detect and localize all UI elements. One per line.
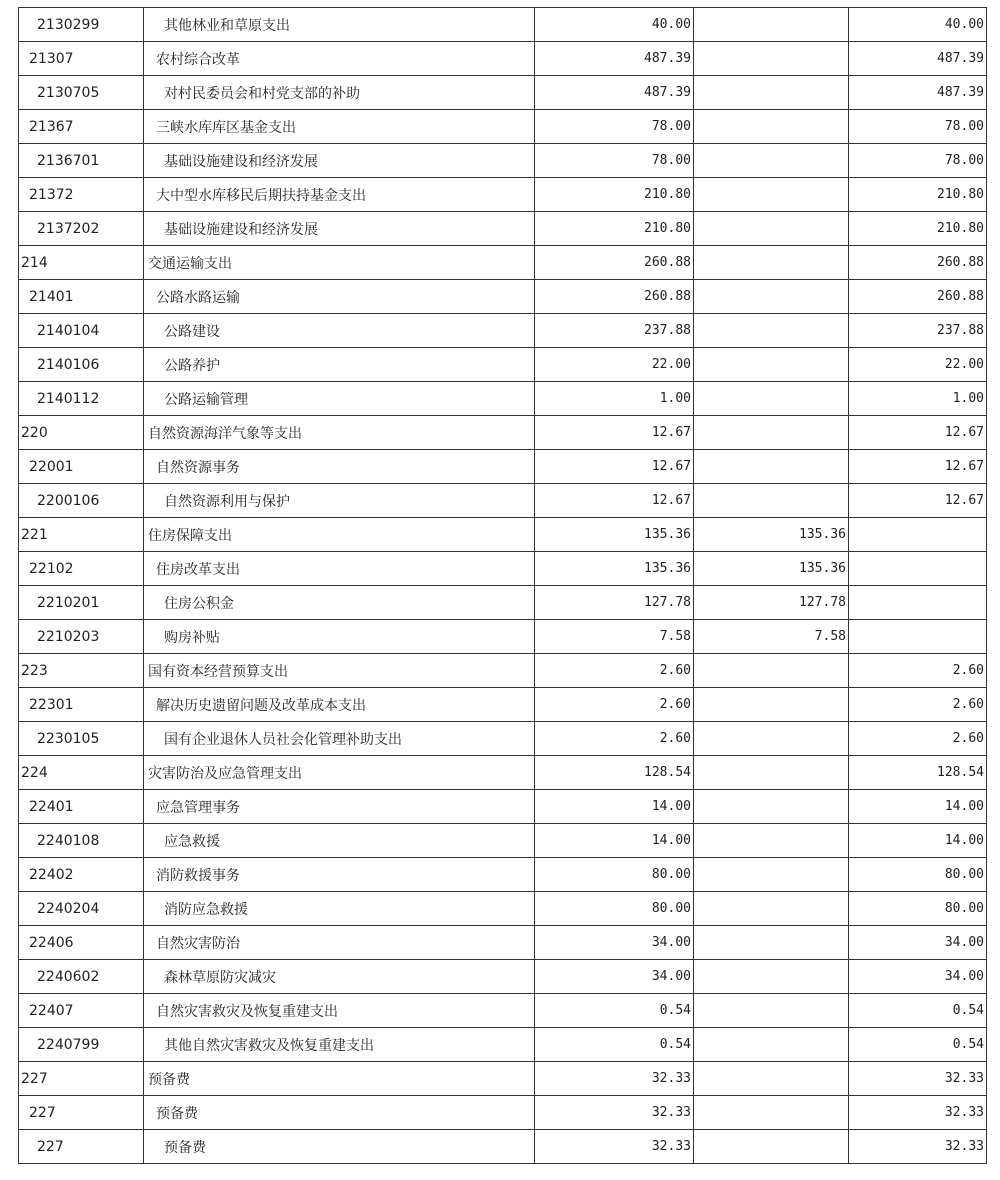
cell-basic-expenditure	[694, 382, 849, 416]
cell-total: 2.60	[535, 688, 694, 722]
cell-subject-name: 自然灾害防治	[144, 926, 535, 960]
cell-subject-code: 2210203	[19, 620, 144, 654]
cell-basic-expenditure	[694, 1096, 849, 1130]
cell-total: 22.00	[535, 348, 694, 382]
cell-subject-name: 公路水路运输	[144, 280, 535, 314]
cell-subject-name: 灾害防治及应急管理支出	[144, 756, 535, 790]
cell-total: 12.67	[535, 450, 694, 484]
table-row	[19, 348, 987, 382]
cell-subject-code: 2140112	[19, 382, 144, 416]
table-row	[19, 824, 987, 858]
table-row	[19, 518, 987, 552]
cell-project-expenditure: 487.39	[849, 76, 987, 110]
cell-total: 32.33	[535, 1096, 694, 1130]
cell-basic-expenditure	[694, 8, 849, 42]
cell-subject-name: 住房公积金	[144, 586, 535, 620]
table-row	[19, 450, 987, 484]
table-body	[19, 8, 987, 1164]
table-row	[19, 1096, 987, 1130]
cell-basic-expenditure	[694, 858, 849, 892]
cell-subject-code: 2200106	[19, 484, 144, 518]
cell-total: 0.54	[535, 1028, 694, 1062]
cell-subject-name: 自然资源海洋气象等支出	[144, 416, 535, 450]
cell-basic-expenditure: 7.58	[694, 620, 849, 654]
cell-project-expenditure	[849, 586, 987, 620]
table-row	[19, 484, 987, 518]
cell-project-expenditure	[849, 552, 987, 586]
cell-total: 40.00	[535, 8, 694, 42]
cell-total: 0.54	[535, 994, 694, 1028]
cell-subject-name: 住房保障支出	[144, 518, 535, 552]
cell-subject-code: 223	[19, 654, 144, 688]
cell-basic-expenditure	[694, 450, 849, 484]
cell-subject-code: 22407	[19, 994, 144, 1028]
cell-subject-name: 对村民委员会和村党支部的补助	[144, 76, 535, 110]
cell-subject-name: 交通运输支出	[144, 246, 535, 280]
cell-project-expenditure: 34.00	[849, 960, 987, 994]
cell-total: 32.33	[535, 1062, 694, 1096]
cell-subject-name: 自然灾害救灾及恢复重建支出	[144, 994, 535, 1028]
table-row	[19, 654, 987, 688]
table-row	[19, 790, 987, 824]
cell-basic-expenditure	[694, 280, 849, 314]
cell-basic-expenditure	[694, 484, 849, 518]
cell-subject-name: 国有资本经营预算支出	[144, 654, 535, 688]
cell-subject-code: 22402	[19, 858, 144, 892]
table-row	[19, 42, 987, 76]
cell-subject-code: 2240204	[19, 892, 144, 926]
cell-subject-code: 22102	[19, 552, 144, 586]
cell-basic-expenditure	[694, 416, 849, 450]
cell-project-expenditure: 32.33	[849, 1130, 987, 1164]
budget-expenditure-table	[18, 7, 987, 1164]
cell-basic-expenditure	[694, 688, 849, 722]
table-row	[19, 586, 987, 620]
cell-total: 14.00	[535, 790, 694, 824]
cell-subject-code: 214	[19, 246, 144, 280]
cell-subject-code: 2140104	[19, 314, 144, 348]
cell-basic-expenditure	[694, 314, 849, 348]
cell-total: 2.60	[535, 654, 694, 688]
cell-project-expenditure: 0.54	[849, 1028, 987, 1062]
cell-subject-name: 自然资源事务	[144, 450, 535, 484]
cell-total: 135.36	[535, 552, 694, 586]
cell-project-expenditure: 78.00	[849, 144, 987, 178]
cell-total: 127.78	[535, 586, 694, 620]
cell-basic-expenditure: 135.36	[694, 518, 849, 552]
cell-subject-name: 公路养护	[144, 348, 535, 382]
cell-subject-name: 森林草原防灾减灾	[144, 960, 535, 994]
cell-project-expenditure: 260.88	[849, 246, 987, 280]
cell-basic-expenditure	[694, 246, 849, 280]
cell-project-expenditure: 40.00	[849, 8, 987, 42]
cell-total: 260.88	[535, 246, 694, 280]
cell-basic-expenditure	[694, 926, 849, 960]
cell-project-expenditure: 128.54	[849, 756, 987, 790]
cell-project-expenditure: 12.67	[849, 484, 987, 518]
table-row	[19, 1130, 987, 1164]
cell-basic-expenditure	[694, 1028, 849, 1062]
cell-total: 34.00	[535, 960, 694, 994]
table-row	[19, 314, 987, 348]
cell-total: 210.80	[535, 212, 694, 246]
cell-total: 135.36	[535, 518, 694, 552]
cell-basic-expenditure	[694, 212, 849, 246]
cell-subject-name: 购房补贴	[144, 620, 535, 654]
cell-subject-name: 消防救援事务	[144, 858, 535, 892]
cell-subject-code: 2240602	[19, 960, 144, 994]
cell-total: 2.60	[535, 722, 694, 756]
cell-basic-expenditure	[694, 892, 849, 926]
table-row	[19, 688, 987, 722]
cell-basic-expenditure	[694, 76, 849, 110]
cell-subject-code: 227	[19, 1130, 144, 1164]
cell-subject-name: 自然资源利用与保护	[144, 484, 535, 518]
cell-total: 210.80	[535, 178, 694, 212]
cell-project-expenditure: 32.33	[849, 1096, 987, 1130]
cell-subject-code: 22401	[19, 790, 144, 824]
cell-total: 128.54	[535, 756, 694, 790]
cell-project-expenditure: 2.60	[849, 722, 987, 756]
cell-project-expenditure: 78.00	[849, 110, 987, 144]
cell-project-expenditure	[849, 518, 987, 552]
cell-basic-expenditure	[694, 722, 849, 756]
cell-basic-expenditure	[694, 110, 849, 144]
table-row	[19, 382, 987, 416]
table-row	[19, 144, 987, 178]
cell-project-expenditure: 34.00	[849, 926, 987, 960]
table-row	[19, 280, 987, 314]
cell-project-expenditure: 210.80	[849, 212, 987, 246]
table-row	[19, 620, 987, 654]
cell-subject-name: 基础设施建设和经济发展	[144, 144, 535, 178]
table-row	[19, 994, 987, 1028]
cell-subject-code: 22001	[19, 450, 144, 484]
cell-total: 80.00	[535, 892, 694, 926]
cell-project-expenditure: 1.00	[849, 382, 987, 416]
cell-total: 487.39	[535, 76, 694, 110]
cell-subject-name: 三峡水库库区基金支出	[144, 110, 535, 144]
cell-project-expenditure: 2.60	[849, 688, 987, 722]
cell-total: 237.88	[535, 314, 694, 348]
cell-basic-expenditure	[694, 1130, 849, 1164]
table-row	[19, 960, 987, 994]
cell-subject-name: 住房改革支出	[144, 552, 535, 586]
table-row	[19, 926, 987, 960]
cell-project-expenditure: 2.60	[849, 654, 987, 688]
cell-basic-expenditure	[694, 994, 849, 1028]
cell-total: 80.00	[535, 858, 694, 892]
cell-subject-code: 21307	[19, 42, 144, 76]
cell-subject-name: 预备费	[144, 1096, 535, 1130]
cell-total: 487.39	[535, 42, 694, 76]
cell-subject-code: 220	[19, 416, 144, 450]
cell-total: 32.33	[535, 1130, 694, 1164]
cell-basic-expenditure	[694, 790, 849, 824]
cell-basic-expenditure	[694, 1062, 849, 1096]
cell-basic-expenditure	[694, 42, 849, 76]
table-row	[19, 416, 987, 450]
cell-total: 34.00	[535, 926, 694, 960]
cell-subject-name: 解决历史遗留问题及改革成本支出	[144, 688, 535, 722]
cell-total: 78.00	[535, 110, 694, 144]
cell-basic-expenditure	[694, 654, 849, 688]
cell-subject-code: 2130705	[19, 76, 144, 110]
table-row	[19, 178, 987, 212]
cell-subject-code: 2230105	[19, 722, 144, 756]
cell-subject-code: 227	[19, 1096, 144, 1130]
cell-total: 1.00	[535, 382, 694, 416]
cell-subject-code: 2137202	[19, 212, 144, 246]
cell-subject-name: 其他自然灾害救灾及恢复重建支出	[144, 1028, 535, 1062]
table-row	[19, 246, 987, 280]
cell-basic-expenditure: 135.36	[694, 552, 849, 586]
table-row	[19, 722, 987, 756]
cell-basic-expenditure	[694, 824, 849, 858]
cell-subject-name: 应急管理事务	[144, 790, 535, 824]
cell-subject-name: 其他林业和草原支出	[144, 8, 535, 42]
cell-basic-expenditure	[694, 144, 849, 178]
table-row	[19, 212, 987, 246]
table-row	[19, 552, 987, 586]
cell-total: 7.58	[535, 620, 694, 654]
cell-subject-code: 2240108	[19, 824, 144, 858]
cell-subject-code: 227	[19, 1062, 144, 1096]
table-row	[19, 76, 987, 110]
cell-basic-expenditure	[694, 960, 849, 994]
table-row	[19, 8, 987, 42]
cell-project-expenditure: 260.88	[849, 280, 987, 314]
cell-subject-code: 21372	[19, 178, 144, 212]
cell-subject-name: 公路运输管理	[144, 382, 535, 416]
table-row	[19, 892, 987, 926]
cell-project-expenditure: 12.67	[849, 416, 987, 450]
cell-subject-name: 基础设施建设和经济发展	[144, 212, 535, 246]
cell-subject-code: 2210201	[19, 586, 144, 620]
cell-project-expenditure	[849, 620, 987, 654]
cell-project-expenditure: 14.00	[849, 824, 987, 858]
cell-subject-name: 公路建设	[144, 314, 535, 348]
cell-basic-expenditure: 127.78	[694, 586, 849, 620]
cell-subject-code: 22301	[19, 688, 144, 722]
cell-subject-code: 2130299	[19, 8, 144, 42]
table-row	[19, 110, 987, 144]
cell-total: 78.00	[535, 144, 694, 178]
cell-project-expenditure: 487.39	[849, 42, 987, 76]
table-row	[19, 1062, 987, 1096]
cell-project-expenditure: 14.00	[849, 790, 987, 824]
cell-total: 12.67	[535, 416, 694, 450]
cell-project-expenditure: 22.00	[849, 348, 987, 382]
cell-project-expenditure: 237.88	[849, 314, 987, 348]
cell-subject-code: 2140106	[19, 348, 144, 382]
cell-project-expenditure: 12.67	[849, 450, 987, 484]
cell-basic-expenditure	[694, 348, 849, 382]
cell-subject-name: 国有企业退休人员社会化管理补助支出	[144, 722, 535, 756]
cell-subject-code: 221	[19, 518, 144, 552]
cell-project-expenditure: 80.00	[849, 858, 987, 892]
cell-basic-expenditure	[694, 756, 849, 790]
cell-project-expenditure: 210.80	[849, 178, 987, 212]
cell-total: 14.00	[535, 824, 694, 858]
cell-basic-expenditure	[694, 178, 849, 212]
cell-subject-code: 224	[19, 756, 144, 790]
table-row	[19, 1028, 987, 1062]
cell-project-expenditure: 32.33	[849, 1062, 987, 1096]
cell-subject-name: 农村综合改革	[144, 42, 535, 76]
cell-subject-name: 应急救援	[144, 824, 535, 858]
table-row	[19, 858, 987, 892]
cell-subject-name: 大中型水库移民后期扶持基金支出	[144, 178, 535, 212]
cell-subject-code: 2136701	[19, 144, 144, 178]
cell-subject-name: 预备费	[144, 1130, 535, 1164]
table-row	[19, 756, 987, 790]
cell-subject-code: 21401	[19, 280, 144, 314]
cell-subject-code: 21367	[19, 110, 144, 144]
cell-project-expenditure: 0.54	[849, 994, 987, 1028]
cell-total: 12.67	[535, 484, 694, 518]
cell-total: 260.88	[535, 280, 694, 314]
cell-project-expenditure: 80.00	[849, 892, 987, 926]
cell-subject-name: 预备费	[144, 1062, 535, 1096]
cell-subject-code: 22406	[19, 926, 144, 960]
cell-subject-name: 消防应急救援	[144, 892, 535, 926]
cell-subject-code: 2240799	[19, 1028, 144, 1062]
